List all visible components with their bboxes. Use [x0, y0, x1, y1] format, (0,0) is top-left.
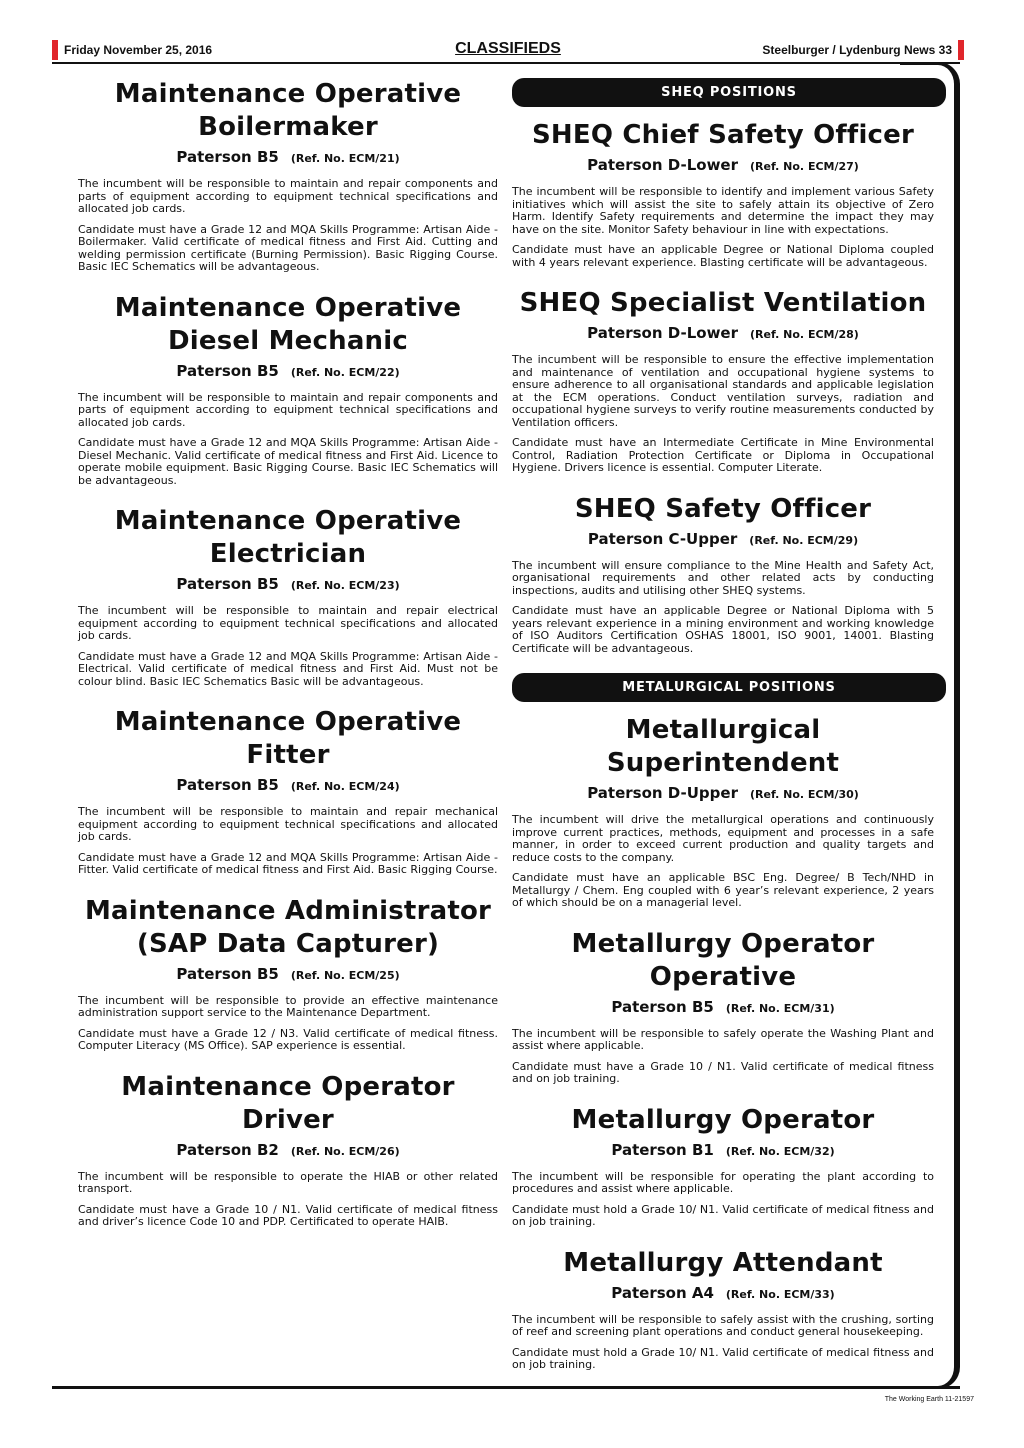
paterson-grade: Paterson B5 — [176, 776, 279, 794]
job-description: The incumbent will be responsible to operate the HIAB or other related transport. — [78, 1169, 498, 1195]
job-title — [78, 895, 498, 961]
job-description: Candidate must have a Grade 12 and MQA Skills Programme: Artisan Aide - Diesel Mechanic. Valid certificate of medical fitness and First Aid. Licence to operate mobile equipment. Basic Rigging Course. Basic IEC Schematics will be advantageous. — [78, 436, 498, 487]
job-title — [512, 1104, 934, 1137]
job-description: The incumbent will be responsible to maintain and repair components and parts of equipment according to equipment technical specifications and allocated job cards. — [78, 177, 498, 215]
job-listing — [512, 714, 934, 910]
bottom-rule — [52, 1386, 960, 1389]
job-title-line: Maintenance Operator — [121, 1071, 455, 1102]
ad-credit: The Working Earth 11-21597 — [884, 1396, 974, 1403]
job-title-line: Maintenance Operative — [114, 707, 462, 737]
job-listing — [78, 505, 498, 688]
job-listing — [512, 287, 934, 475]
job-listing — [512, 493, 934, 656]
job-title — [512, 493, 934, 526]
sheq-jobs — [512, 119, 934, 655]
job-title — [78, 706, 498, 772]
paterson-grade: Paterson A4 — [611, 1283, 714, 1302]
reference-number: (Ref. No. ECM/22) — [290, 365, 400, 379]
job-title-line: SHEQ Safety Officer — [574, 493, 872, 524]
newspaper-name: Steelburger / Lydenburg News 33 — [762, 43, 952, 57]
reference-number: (Ref. No. ECM/24) — [290, 780, 400, 793]
job-description: Candidate must have a Grade 12 / N3. Valid certificate of medical fitness. Computer Literacy (MS Office). SAP experience is essential. — [78, 1026, 498, 1052]
job-grade — [512, 1284, 934, 1302]
paterson-grade: Paterson B5 — [176, 361, 279, 380]
metallurgical-banner: METALURGICAL POSITIONS — [512, 673, 946, 702]
paterson-grade: Paterson B1 — [611, 1140, 714, 1159]
job-title — [78, 78, 498, 144]
issue-date: Friday November 25, 2016 — [64, 43, 213, 57]
job-title — [512, 1247, 934, 1280]
job-grade — [512, 324, 934, 342]
reference-number: (Ref. No. ECM/33) — [725, 1287, 835, 1301]
paterson-grade: Paterson B5 — [611, 997, 714, 1016]
job-description: Candidate must have an applicable BSC Eng. Degree/ B Tech/NHD in Metallurgy / Chem. Eng coupled with 6 year’s relevant experience, 2 years of which should be on a managerial level. — [512, 871, 934, 909]
job-description: The incumbent will be responsible to maintain and repair components and parts of equipment according to equipment technical specifications and allocated job cards. — [78, 390, 498, 429]
job-title — [512, 287, 934, 320]
page-header — [52, 40, 964, 62]
reference-number: (Ref. No. ECM/29) — [749, 533, 859, 547]
job-description: Candidate must have a Grade 10 / N1. Valid certificate of medical fitness and on job training. — [512, 1059, 934, 1085]
job-listing — [78, 78, 498, 274]
job-description: Candidate must have a Grade 12 and MQA Skills Programme: Artisan Aide - Electrical. Valid certificate of medical fitness and First Aid. Must not be colour blind. Basic IEC Schematics Basic will be advantageous. — [78, 649, 498, 688]
job-listing — [78, 292, 498, 488]
job-description: The incumbent will ensure compliance to the Mine Health and Safety Act, organisational requirements and other related acts by conducting inspections, audits and utilising other SHEQ systems. — [512, 558, 934, 597]
job-listing — [78, 895, 498, 1053]
reference-number: (Ref. No. ECM/28) — [750, 328, 859, 341]
job-grade — [512, 156, 934, 174]
reference-number: (Ref. No. ECM/31) — [725, 1001, 835, 1015]
header-accent-right — [958, 40, 964, 60]
job-title-line: Maintenance Administrator — [84, 895, 492, 926]
job-description: Candidate must have a Grade 12 and MQA Skills Programme: Artisan Aide - Fitter. Valid certificate of medical fitness and First Aid. Basic Rigging Course. — [78, 850, 498, 876]
job-title-line: Metallurgy Operator — [571, 1104, 875, 1135]
sheq-banner: SHEQ POSITIONS — [512, 78, 946, 107]
job-grade — [78, 965, 498, 983]
job-description: Candidate must hold a Grade 10/ N1. Valid certificate of medical fitness and on job training. — [512, 1345, 934, 1371]
job-title-line: SHEQ Chief Safety Officer — [531, 120, 915, 150]
reference-number: (Ref. No. ECM/30) — [749, 788, 859, 801]
job-title — [512, 714, 934, 780]
section-title: CLASSIFIEDS — [455, 40, 561, 57]
job-listing — [78, 1071, 498, 1229]
paterson-grade: Paterson B5 — [176, 148, 279, 166]
job-description: The incumbent will be responsible to safely assist with the crushing, sorting of reef and screening plant operations and conduct general housekeeping. — [512, 1312, 934, 1338]
job-grade — [512, 1141, 934, 1159]
job-title-line: (SAP Data Capturer) — [136, 928, 440, 959]
job-title-line: Operative — [649, 961, 797, 992]
job-grade — [78, 1141, 498, 1159]
job-description: The incumbent will be responsible to maintain and repair mechanical equipment according to equipment technical specifications and allocated job cards. — [78, 805, 498, 843]
job-description: Candidate must have an applicable Degree or National Diploma with 5 years relevant experience in a mining environment and working knowledge of ISO Auditors Certification OSHAS 18001, ISO 9001, 14001. Blasting Certificate will be advantageous. — [512, 604, 934, 655]
job-title-line: Metallurgy Operator — [571, 928, 875, 959]
job-title-line: SHEQ Specialist Ventilation — [519, 288, 927, 318]
job-title-line: Maintenance Operative — [114, 79, 462, 109]
job-title-line: Fitter — [246, 740, 330, 770]
paterson-grade: Paterson D-Lower — [587, 324, 739, 342]
job-grade — [78, 776, 498, 794]
job-grade — [78, 575, 498, 593]
job-listing — [512, 1247, 934, 1372]
job-title — [78, 1071, 498, 1137]
reference-number: (Ref. No. ECM/21) — [290, 152, 400, 165]
left-column — [78, 78, 498, 1247]
job-listing — [78, 706, 498, 877]
paterson-grade: Paterson B5 — [176, 964, 279, 983]
job-listing — [512, 119, 934, 269]
job-description: Candidate must have an applicable Degree or National Diploma coupled with 4 years relevant experience. Blasting certificate will be advantageous. — [512, 243, 934, 269]
reference-number: (Ref. No. ECM/27) — [750, 160, 859, 173]
job-description: The incumbent will be responsible to safely operate the Washing Plant and assist where applicable. — [512, 1026, 934, 1052]
reference-number: (Ref. No. ECM/26) — [290, 1144, 400, 1158]
job-description: The incumbent will be responsible to ensure the effective implementation and maintenance of ventilation and occupational hygiene systems to ensure adherence to all organisational standards and applicable legislation at the ECM operations. Conduct ventilation surveys, radiation and occupational hygiene surveys to verify routine measurements conducted by Ventilation officers. — [512, 353, 934, 429]
job-listing — [512, 1104, 934, 1229]
job-title-line: Maintenance Operative — [114, 506, 462, 536]
job-description: The incumbent will be responsible to provide an effective maintenance administration support service to the Maintenance Department. — [78, 993, 498, 1019]
job-title-line: Boilermaker — [198, 112, 378, 142]
reference-number: (Ref. No. ECM/25) — [290, 968, 400, 982]
job-title-line: Superintendent — [606, 748, 840, 778]
job-title-line: Metallurgical — [625, 715, 821, 745]
paterson-grade: Paterson B2 — [176, 1140, 279, 1159]
job-listing — [512, 928, 934, 1086]
job-title-line: Diesel Mechanic — [167, 325, 408, 356]
job-description: Candidate must hold a Grade 10/ N1. Valid certificate of medical fitness and on job training. — [512, 1202, 934, 1228]
metallurgical-jobs — [512, 714, 934, 1372]
job-grade — [78, 362, 498, 380]
job-description: The incumbent will be responsible for operating the plant according to procedures and assist where applicable. — [512, 1169, 934, 1195]
job-grade — [512, 530, 934, 548]
job-grade — [78, 148, 498, 166]
job-title-line: Driver — [242, 1104, 334, 1135]
paterson-grade: Paterson D-Lower — [587, 156, 739, 174]
job-grade — [512, 998, 934, 1016]
job-title — [512, 928, 934, 994]
job-title-line: Maintenance Operative — [114, 292, 462, 323]
top-rule — [52, 62, 960, 64]
job-grade — [512, 784, 934, 802]
job-description: The incumbent will be responsible to identify and implement various Safety initiatives which will assist the site to safely attain its objective of Zero Harm. Identify Safety requirements and determine the impact they may have on the site. Monitor Safety behaviour in line with expectations. — [512, 185, 934, 236]
job-title-line: Metallurgy Attendant — [563, 1247, 883, 1278]
job-description: Candidate must have a Grade 10 / N1. Valid certificate of medical fitness and driver’s licence Code 10 and PDP. Certificated to operate HAIB. — [78, 1202, 498, 1228]
job-description: Candidate must have an Intermediate Certificate in Mine Environmental Control, Radiation Protection Certificate or Diploma in Occupational Hygiene. Drivers licence is essential. Computer Literate. — [512, 436, 934, 474]
paterson-grade: Paterson B5 — [176, 575, 279, 593]
job-title — [78, 292, 498, 358]
job-description: The incumbent will drive the metallurgical operations and continuously improve current practices, methods, equipment and processes in a safe manner, in order to exceed current production and quality targets and reduce costs to the company. — [512, 813, 934, 864]
paterson-grade: Paterson C-Upper — [587, 529, 738, 548]
right-column — [512, 78, 934, 1390]
paterson-grade: Paterson D-Upper — [587, 784, 738, 802]
reference-number: (Ref. No. ECM/32) — [725, 1144, 835, 1158]
job-title — [78, 505, 498, 571]
job-title — [512, 119, 934, 152]
job-description: Candidate must have a Grade 12 and MQA Skills Programme: Artisan Aide - Boilermaker. Valid certificate of medical fitness and First Aid. Cutting and welding permission certificate (Burning Permission). Basic Rigging Course. Basic IEC Schematics will be advantageous. — [78, 222, 498, 273]
reference-number: (Ref. No. ECM/23) — [290, 579, 400, 592]
job-title-line: Electrician — [209, 539, 367, 569]
job-description: The incumbent will be responsible to maintain and repair electrical equipment according to equipment technical specifications and allocated job cards. — [78, 604, 498, 642]
